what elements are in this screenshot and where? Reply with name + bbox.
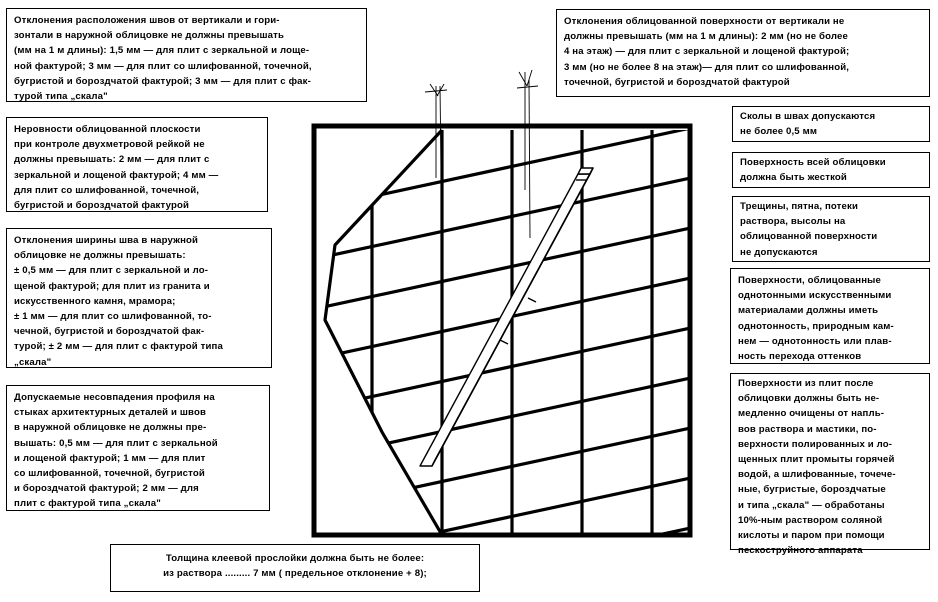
straightedge [420, 168, 593, 466]
cladding-edge [325, 130, 442, 535]
note-seam-vertical-deviation: Отклонения расположения швов от вертикали и гори- зонтали в наружной облицовке не должны превышать (мм на 1 м длины): 1,5 мм — для плит с зеркальной и лоще- ной фактурой; 3 мм — для плит со шлифованной, точечной, бугристой и бороздчатой фактурой; 3 мм — для плит с фак- турой типа „скала" [6, 8, 367, 102]
note-surface-unevenness: Неровности облицованной плоскости при контроле двухметровой рейкой не должны превышать: 2 мм — для плит с зеркальной и лощеной фактурой; 4 мм — для плит со шлифованной, точечной, бугристой и бороздчатой фактурой [6, 117, 268, 212]
note-seam-width-deviation: Отклонения ширины шва в наружной облицовке не должны превышать: ± 0,5 мм — для плит с зеркальной и ло- щеной фактурой; для плит из гранита и искусственного камня, мрамора; ± 1 мм — для плит со шлифованной, то- чечной, бугристой и бороздчатой фак- турой; ± 2 мм — для плит с фактурой типа „скала" [6, 228, 272, 368]
note-surface-vertical-deviation: Отклонения облицованной поверхности от вертикали не должны превышать (мм на 1 м длины): 2 мм (но не более 4 на этаж) — для плит с зеркальной и лощеной фактурой; 3 мм (но не более 8 на этаж)— для плит со шлифованной, точечной, бугристой и бороздчатой фактурой [556, 9, 930, 97]
plumb-line-left [425, 84, 447, 178]
note-profile-mismatch: Допускаемые несовпадения профиля на стыках архитектурных деталей и швов в наружной облицовке не должны пре- вышать: 0,5 мм — для плит с зеркальной и лощеной фактурой; 1 мм — для плит со шлифованной, точечной, бугристой и бороздчатой фактурой; 2 мм — для плит с фактурой типа „скала" [6, 385, 270, 511]
note-glue-layer-thickness: Толщина клеевой прослойки должна быть не более: из раствора ......... 7 мм ( предельное отклонение + 8); [110, 544, 480, 592]
note-surface-cleaning: Поверхности из плит после облицовки должны быть не- медленно очищены от напль- вов раствора и мастики, по- верхности полированных и ло- щенных плит промыты горячей водой, а шлифованные, точече- ные, бугристые, бороздчатые и типа „скала" — обработаны 10%-ным раствором соляной кислоты и паром при помощи пескоструйного аппарата [730, 373, 930, 550]
note-cracks-stains: Трещины, пятна, потеки раствора, высолы на облицованной поверхности не допускаются [732, 196, 930, 262]
note-seam-chips: Сколы в швах допускаются не более 0,5 мм [732, 106, 930, 142]
note-rigid-surface: Поверхность всей облицовки должна быть жесткой [732, 152, 930, 188]
note-uniform-tone: Поверхности, облицованные однотонными искусственными материалами должны иметь однотонность, природным кам- нем — однотонность или плав- ность перехода оттенков [730, 268, 930, 364]
tile-grid [300, 120, 700, 602]
